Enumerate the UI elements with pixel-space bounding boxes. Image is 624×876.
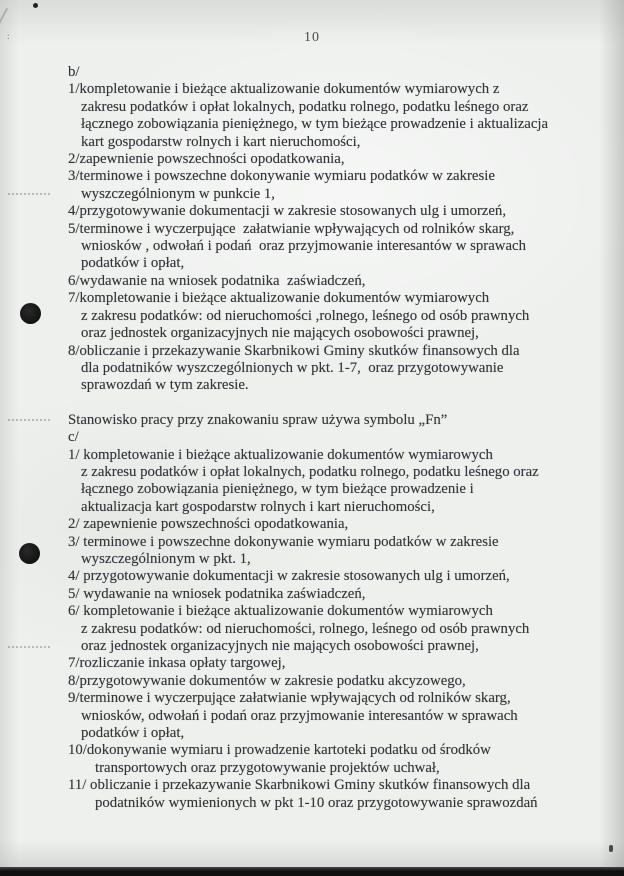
document-line: wniosków, odwołań i podań oraz przyjmowanie interesantów w sprawach bbox=[81, 707, 518, 724]
document-line: 9/terminowe i wyczerpujące załatwianie wpływających od rolników skarg, bbox=[68, 690, 511, 707]
document-line: z zakresu podatków i opłat lokalnych, podatku rolnego, podatku leśnego oraz bbox=[81, 463, 539, 480]
document-line: z zakresu podatków: od nieruchomości ,rolnego, leśnego od osób prawnych bbox=[81, 307, 530, 324]
document-line: 6/ kompletowanie i bieżące aktualizowanie dokumentów wymiarowych bbox=[68, 603, 493, 620]
hole-punch-dot bbox=[19, 543, 40, 564]
document-line: wyszczególnionym w pkt. 1, bbox=[81, 550, 251, 567]
section-b-items bbox=[68, 81, 598, 394]
document-line: kart gospodarstw rolnych i kart nieruchomości, bbox=[81, 133, 361, 150]
section-c bbox=[68, 429, 598, 812]
margin-dotted-mark bbox=[8, 419, 50, 421]
margin-dotted-mark bbox=[8, 646, 50, 648]
scan-scratch-mark bbox=[0, 8, 8, 28]
section-b bbox=[68, 64, 598, 395]
scan-speck-right bbox=[609, 845, 613, 852]
document-line: 4/ przygotowywanie dokumentacji w zakresie stosowanych ulg i umorzeń, bbox=[68, 568, 510, 585]
document-line: 4/przygotowywanie dokumentacji w zakresie stosowanych ulg i umorzeń, bbox=[68, 203, 507, 220]
symbol-note: Stanowisko pracy przy znakowaniu spraw używa symbolu „Fn” bbox=[68, 411, 448, 428]
document-line: podatków i opłat, bbox=[81, 725, 185, 742]
document-line: łącznego zobowiązania pieniężnego, w tym bieżące prowadzenie i aktualizacja bbox=[81, 116, 549, 133]
document-line: 1/ kompletowanie i bieżące aktualizowanie dokumentów wymiarowych bbox=[68, 446, 493, 463]
document-line: 6/wydawanie na wniosek podatnika zaświadczeń, bbox=[68, 272, 366, 289]
document-line: 10/dokonywanie wymiaru i prowadzenie kartoteki podatku od środków bbox=[68, 742, 491, 759]
document-line: podatników wymienionych w pkt 1-10 oraz przygotowywanie sprawozdań bbox=[95, 794, 538, 811]
document-line: 7/kompletowanie i bieżące aktualizowanie dokumentów wymiarowych bbox=[68, 290, 490, 307]
document-line: dla podatników wyszczególnionych w pkt. 1-7, oraz przygotowywanie bbox=[81, 359, 504, 376]
document-line: 8/przygotowywanie dokumentów w zakresie podatku akcyzowego, bbox=[68, 672, 466, 689]
document-line: aktualizacja kart gospodarstw rolnych i kart nieruchomości, bbox=[81, 498, 435, 515]
section-c-items bbox=[68, 447, 598, 813]
document-line: 5/ wydawanie na wniosek podatnika zaświadczeń, bbox=[68, 585, 366, 602]
margin-dotted-mark bbox=[8, 193, 50, 195]
section-b-label: b/ bbox=[68, 64, 80, 80]
scan-speck-small: : bbox=[7, 31, 10, 41]
document-line: łącznego zobowiązania pieniężnego, w tym bieżące prowadzenie i bbox=[81, 481, 474, 498]
document-line: 3/ terminowe i powszechne dokonywanie wymiaru podatków w zakresie bbox=[68, 533, 499, 550]
document-line: sprawozdań w tym zakresie. bbox=[81, 377, 249, 394]
scan-speck-icon bbox=[33, 3, 38, 8]
document-line: 2/ zapewnienie powszechności opodatkowania, bbox=[68, 516, 349, 533]
document-line: wniosków , odwołań i podań oraz przyjmowanie interesantów w sprawach bbox=[81, 238, 527, 255]
section-c-label: c/ bbox=[68, 429, 79, 446]
document-line: 8/obliczanie i przekazywanie Skarbnikowi Gminy skutków finansowych dla bbox=[68, 342, 520, 359]
document-line: wyszczególnionym w punkcie 1, bbox=[81, 185, 275, 202]
document-line: 11/ obliczanie i przekazywanie Skarbnikowi Gminy skutków finansowych dla bbox=[68, 777, 531, 794]
scanner-edge-bar bbox=[0, 867, 624, 876]
hole-punch-dot bbox=[20, 303, 41, 324]
document-line: transportowych oraz przygotowywanie projektów uchwał, bbox=[95, 759, 440, 776]
document-line: oraz jednostek organizacyjnych nie mających osobowości prawnej, bbox=[81, 325, 479, 342]
document-line: 7/rozliczanie inkasa opłaty targowej, bbox=[68, 655, 286, 672]
document-line: oraz jednostek organizacyjnych nie mających osobowości prawnej, bbox=[81, 638, 479, 654]
document-line: 3/terminowe i powszechne dokonywanie wymiaru podatków w zakresie bbox=[68, 168, 495, 185]
document-line: z zakresu podatków: od nieruchomości, rolnego, leśnego od osób prawnych bbox=[81, 620, 530, 637]
document-line: 1/kompletowanie i bieżące aktualizowanie dokumentów wymiarowych z bbox=[68, 81, 500, 98]
document-line: 5/terminowe i wyczerpujące załatwianie wpływających od rolników skarg, bbox=[68, 220, 515, 237]
document-line: 2/zapewnienie powszechności opodatkowania, bbox=[68, 151, 345, 168]
page-number: 10 bbox=[304, 30, 320, 45]
document-line: zakresu podatków i opłat lokalnych, podatku rolnego, podatku leśnego oraz bbox=[81, 98, 529, 115]
document-line: podatków i opłat, bbox=[81, 255, 185, 272]
document-body bbox=[68, 64, 598, 812]
